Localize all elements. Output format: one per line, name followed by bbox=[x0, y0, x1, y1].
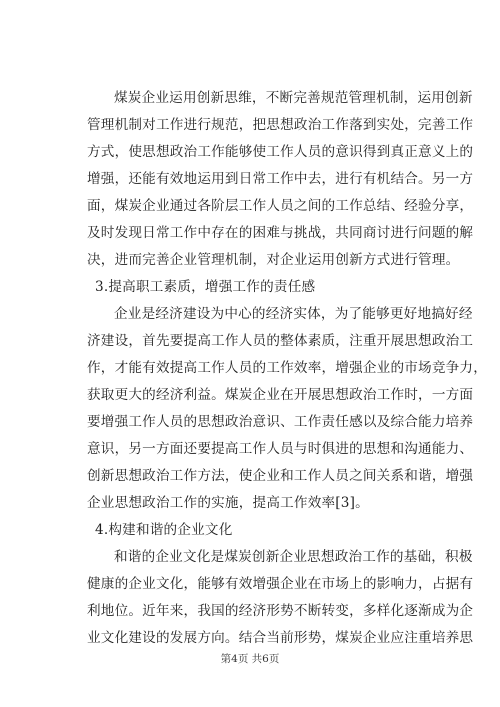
paragraph-line: 面，煤炭企业通过各阶层工作人员之间的工作总结、经验分享， bbox=[87, 198, 474, 214]
paragraph-line: 作，才能有效提高工作人员的工作效率，增强企业的市场竞争力， bbox=[87, 360, 488, 376]
paragraph-line: 煤炭企业运用创新思维，不断完善规范管理机制，运用创新 bbox=[114, 90, 473, 106]
paragraph-line: 方式，使思想政治工作能够使工作人员的意识得到真正意义上的 bbox=[87, 144, 474, 160]
paragraph-line: 和谐的企业文化是煤炭创新企业思想政治工作的基础，积极 bbox=[114, 549, 473, 565]
paragraph-line: 意识，另一方面还要提高工作人员与时俱进的思想和沟通能力、 bbox=[87, 441, 474, 457]
paragraph-line: 业文化建设的发展方向。结合当前形势，煤炭企业应注重培养思 bbox=[87, 630, 474, 646]
paragraph-line: 管理机制对工作进行规范，把思想政治工作落到实处，完善工作 bbox=[87, 117, 474, 133]
paragraph-line: 企业是经济建设为中心的经济实体，为了能够更好地搞好经 bbox=[114, 306, 473, 322]
paragraph-line: 获取更大的经济利益。煤炭企业在开展思想政治工作时，一方面 bbox=[87, 387, 474, 403]
paragraph-line: 创新思想政治工作方法，使企业和工作人员之间关系和谐，增强 bbox=[87, 468, 474, 484]
paragraph-line: 利地位。近年来，我国的经济形势不断转变，多样化逐渐成为企 bbox=[87, 603, 474, 619]
paragraph-line: 健康的企业文化，能够有效增强企业在市场上的影响力，占据有 bbox=[87, 576, 474, 592]
page-footer: 第4页 共6页 bbox=[220, 653, 280, 665]
document-body bbox=[87, 85, 488, 652]
paragraph-line: 决，进而完善企业管理机制，对企业运用创新方式进行管理。 bbox=[87, 252, 460, 268]
paragraph-line: 增强，还能有效地运用到日常工作中去，进行有机结合。另一方 bbox=[87, 171, 474, 187]
paragraph-line: 要增强工作人员的思想政治意识、工作责任感以及综合能力培养 bbox=[87, 414, 474, 430]
section-heading: 3.提高职工素质，增强工作的责任感 bbox=[95, 279, 316, 295]
paragraph-line: 及时发现日常工作中存在的困难与挑战，共同商讨进行问题的解 bbox=[87, 225, 474, 241]
paragraph-line: 济建设，首先要提高工作人员的整体素质，注重开展思想政治工 bbox=[87, 333, 474, 349]
paragraph-line: 企业思想政治工作的实施，提高工作效率[3]。 bbox=[87, 495, 369, 511]
section-heading: 4.构建和谐的企业文化 bbox=[95, 522, 233, 538]
